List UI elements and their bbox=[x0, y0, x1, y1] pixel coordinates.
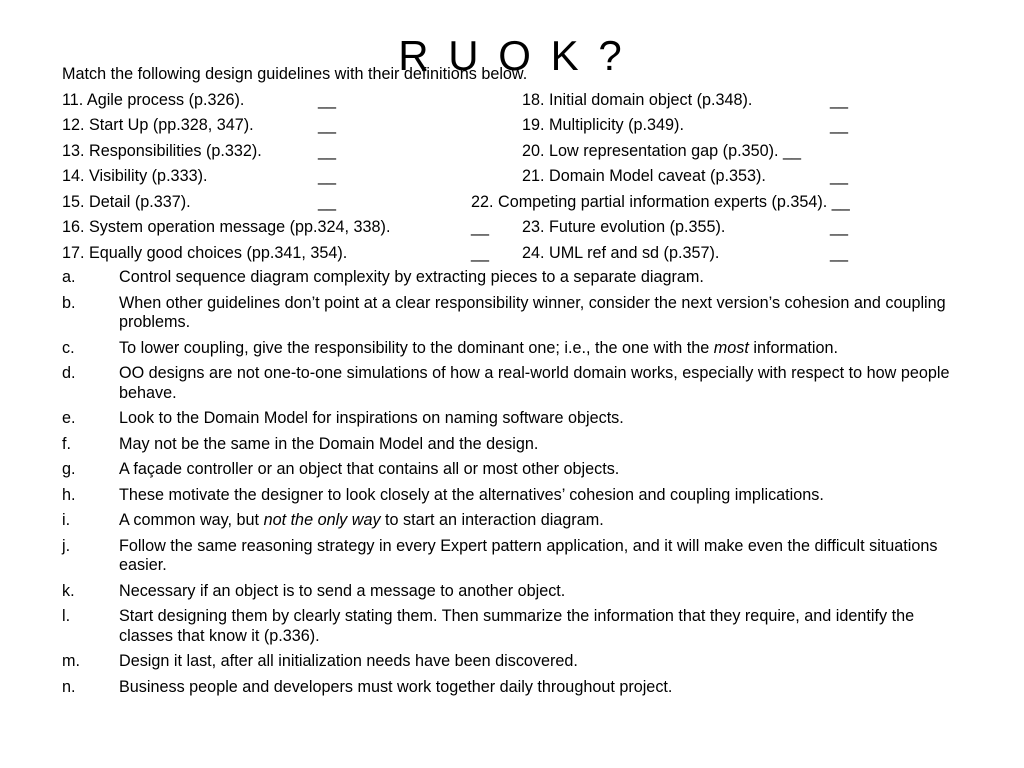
definition-text: These motivate the designer to look closely at the alternatives’ cohesion and coupling implications. bbox=[119, 485, 824, 504]
definition-item bbox=[62, 339, 962, 359]
answer-blank-19: __ bbox=[830, 116, 849, 134]
guideline-21: 21. Domain Model caveat (p.353). bbox=[522, 167, 766, 185]
guideline-14: 14. Visibility (p.333). bbox=[62, 167, 208, 185]
guideline-18: 18. Initial domain object (p.348). bbox=[522, 90, 753, 109]
match-row bbox=[62, 166, 962, 192]
guideline-24: 24. UML ref and sd (p.357). bbox=[522, 243, 720, 262]
answer-blank-16: __ bbox=[471, 218, 490, 236]
guideline-22: 22. Competing partial information experts (p.354). __ bbox=[471, 192, 850, 211]
definition-item bbox=[62, 582, 962, 602]
definition-letter: g. bbox=[62, 460, 76, 478]
guideline-23: 23. Future evolution (p.355). bbox=[522, 218, 726, 236]
definition-item bbox=[62, 364, 962, 403]
definition-list bbox=[62, 268, 962, 697]
definition-text: A façade controller or an object that contains all or most other objects. bbox=[119, 460, 620, 478]
definition-item bbox=[62, 294, 962, 333]
match-row bbox=[62, 141, 962, 167]
answer-blank-15: __ bbox=[318, 192, 337, 211]
definition-item bbox=[62, 435, 962, 455]
guideline-15: 15. Detail (p.337). bbox=[62, 192, 191, 211]
definition-text bbox=[119, 511, 604, 529]
match-row bbox=[62, 217, 962, 243]
definition-text: Design it last, after all initialization needs have been discovered. bbox=[119, 652, 578, 670]
guideline-16: 16. System operation message (pp.324, 338). bbox=[62, 218, 391, 236]
definition-letter: c. bbox=[62, 338, 75, 357]
definition-letter: l. bbox=[62, 607, 71, 625]
guideline-12: 12. Start Up (pp.328, 347). bbox=[62, 116, 254, 134]
definition-letter: j. bbox=[62, 536, 71, 555]
guideline-19: 19. Multiplicity (p.349). bbox=[522, 116, 684, 134]
match-row bbox=[62, 115, 962, 141]
definition-letter: d. bbox=[62, 364, 76, 382]
definition-text: Necessary if an object is to send a message to another object. bbox=[119, 581, 566, 600]
definition-letter: b. bbox=[62, 293, 76, 312]
definition-emphasis: most bbox=[713, 338, 749, 357]
instructions: Match the following design guidelines with their definitions below. bbox=[62, 65, 528, 83]
definition-letter: f. bbox=[62, 434, 71, 453]
page-title: R U O K ? bbox=[398, 32, 626, 80]
definition-text-start: A common way, but bbox=[119, 511, 264, 529]
answer-blank-21: __ bbox=[830, 167, 849, 185]
answer-blank-14: __ bbox=[318, 167, 337, 185]
answer-blank-17: __ bbox=[471, 243, 490, 262]
definition-text: OO designs are not one-to-one simulations of how a real-world domain works, especially with respect to how people behave. bbox=[119, 364, 950, 402]
match-row bbox=[62, 192, 962, 218]
guideline-13: 13. Responsibilities (p.332). bbox=[62, 141, 262, 160]
guideline-11: 11. Agile process (p.326). bbox=[62, 90, 245, 109]
definition-letter: m. bbox=[62, 652, 80, 670]
guideline-17: 17. Equally good choices (pp.341, 354). bbox=[62, 243, 348, 262]
slide-content bbox=[62, 64, 962, 703]
definition-item bbox=[62, 460, 962, 480]
answer-blank-24: __ bbox=[830, 243, 849, 262]
definition-text bbox=[119, 339, 838, 357]
definition-item bbox=[62, 537, 962, 576]
answer-blank-18: __ bbox=[830, 90, 849, 109]
definition-item bbox=[62, 268, 962, 288]
definition-text-end: information. bbox=[748, 338, 838, 357]
definition-text: Start designing them by clearly stating them. Then summarize the information that they require, and identify the classes that know it (p.336). bbox=[119, 607, 915, 645]
match-row bbox=[62, 90, 962, 116]
definition-text: Follow the same reasoning strategy in every Expert pattern application, and it will make even the difficult situations easier. bbox=[119, 536, 938, 574]
definition-text-start: To lower coupling, give the responsibility to the dominant one; i.e., the one with the bbox=[119, 338, 714, 357]
answer-blank-11: __ bbox=[318, 90, 337, 109]
definition-item bbox=[62, 486, 962, 506]
definition-letter: k. bbox=[62, 581, 75, 600]
definition-letter: n. bbox=[62, 677, 76, 696]
definition-text: Business people and developers must work together daily throughout project. bbox=[119, 677, 673, 696]
definition-text: May not be the same in the Domain Model and the design. bbox=[119, 434, 539, 453]
definition-letter: a. bbox=[62, 268, 76, 286]
definition-item bbox=[62, 409, 962, 429]
definition-letter: i. bbox=[62, 511, 71, 529]
definition-emphasis: not the only way bbox=[263, 511, 381, 529]
definition-text: Control sequence diagram complexity by extracting pieces to a separate diagram. bbox=[119, 268, 704, 286]
match-row bbox=[62, 243, 962, 269]
definition-text: Look to the Domain Model for inspirations on naming software objects. bbox=[119, 409, 624, 427]
definition-item bbox=[62, 652, 962, 672]
definition-letter: e. bbox=[62, 409, 76, 427]
guideline-20: 20. Low representation gap (p.350). __ bbox=[522, 141, 801, 160]
definition-letter: h. bbox=[62, 485, 76, 504]
definition-item bbox=[62, 678, 962, 698]
answer-blank-12: __ bbox=[318, 116, 337, 134]
definition-text: When other guidelines don’t point at a clear responsibility winner, consider the next version’s cohesion and coupling problems. bbox=[119, 293, 946, 331]
definition-text-end: to start an interaction diagram. bbox=[380, 511, 604, 529]
answer-blank-13: __ bbox=[318, 141, 337, 160]
definition-item bbox=[62, 511, 962, 531]
answer-blank-23: __ bbox=[830, 218, 849, 236]
definition-item bbox=[62, 607, 962, 646]
